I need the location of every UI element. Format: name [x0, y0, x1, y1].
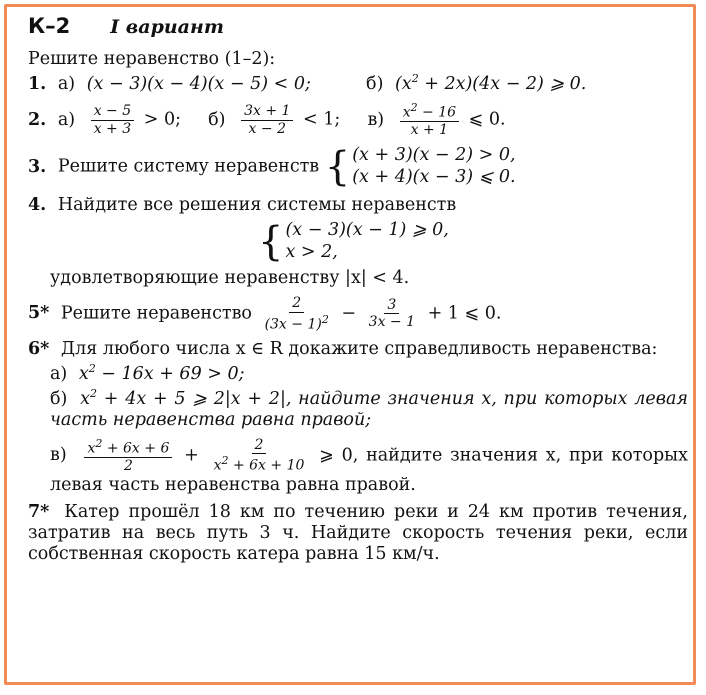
inequality-tail: < 1; — [303, 109, 341, 130]
problem-6b: б) $x^2 + 4x + 5$ ⩾ 2|x + 2|, найдите значения x, при которых левая часть неравенства равна правой; — [50, 386, 688, 430]
fraction: $\frac{x^2 - 16}{x + 1}$ — [400, 101, 459, 139]
problem-4-system — [28, 220, 688, 264]
problem-number: 2. — [28, 109, 47, 130]
problem-text: Решите систему неравенств — [57, 156, 320, 177]
problem-6c — [28, 437, 688, 496]
worksheet-code: К–2 — [28, 14, 71, 38]
problem-7 — [28, 502, 688, 565]
problem-6 — [28, 339, 688, 360]
problem-text: Для любого числа x ∈ R докажите справедливость неравенства: — [60, 339, 658, 360]
problem-number: 3. — [28, 156, 47, 177]
worksheet — [28, 14, 688, 565]
fraction: $\frac{3x + 1}{x - 2}$ — [241, 103, 293, 138]
problem-text: Решите неравенство — [60, 303, 252, 324]
sub-label: а) — [50, 363, 68, 384]
inequality-1b: $(x^2 + 2x)(4x - 2)$ ⩾ 0. — [394, 72, 587, 95]
system-of-inequalities — [258, 220, 449, 264]
operator: − — [341, 303, 357, 324]
problem-4 — [28, 195, 688, 216]
operator: + — [184, 445, 199, 466]
brace-icon: { — [258, 218, 284, 265]
variant-label: I вариант — [110, 16, 224, 38]
problem-1 — [28, 72, 688, 95]
problem-4-condition: удовлетворяющие неравенству |x| < 4. — [50, 267, 410, 288]
inequality-tail: + 1 ⩽ 0. — [427, 303, 502, 324]
problem-number: 4. — [28, 195, 47, 216]
problem-text: Найдите все решения системы неравенств — [57, 195, 457, 216]
fraction: $\frac{3}{3x - 1}$ — [368, 296, 415, 331]
sub-label: в) — [367, 109, 385, 130]
sub-label: а) — [57, 74, 76, 95]
problem-number: 5* — [28, 303, 50, 324]
sub-label: б) — [366, 74, 384, 95]
inequality-tail: > 0; — [143, 109, 181, 130]
problem-5 — [28, 295, 688, 333]
system-of-inequalities — [325, 145, 516, 189]
inequality-tail: ⩽ 0. — [468, 109, 506, 130]
intro-text: Решите неравенство (1–2): — [28, 49, 276, 70]
fraction: $\frac{x^2 + 6x + 6}{2}$ — [84, 437, 172, 475]
problem-text: Катер прошёл 18 км по течению реки и 24 км против течения, затратив на весь путь 3 ч. Найдите скорость течения реки, если собственная скорость катера равна 15 км/ч. — [28, 501, 688, 564]
problem-6a: а) $x^2 - 16x + 69 > 0$; — [50, 362, 245, 384]
problem-number: 1. — [28, 74, 47, 95]
inequality-1a: (x − 3)(x − 4)(x − 5) < 0; — [86, 74, 311, 95]
system-line: (x + 4)(x − 3) ⩽ 0. — [352, 167, 516, 188]
system-line: x > 2, — [285, 241, 338, 262]
brace-icon: { — [324, 144, 351, 191]
sub-label: а) — [57, 109, 76, 130]
sub-label: б) — [50, 388, 68, 409]
worksheet-header — [28, 14, 688, 39]
sub-label: в) — [50, 445, 67, 466]
problem-number: 7* — [28, 501, 50, 522]
fraction: $\frac{x - 5}{x + 3}$ — [91, 103, 134, 138]
problem-number: 6* — [28, 339, 50, 360]
system-line: (x − 3)(x − 1) ⩾ 0, — [285, 220, 449, 241]
fraction: $\frac{2}{x^2 + 6x + 10}$ — [213, 436, 305, 475]
inequality-tail: ⩾ 0, найдите значения x, при которых левая часть неравенства равна правой. — [50, 445, 688, 495]
problem-3 — [28, 145, 688, 189]
fraction: $\frac{2}{(3x - 1)^2}$ — [264, 294, 329, 333]
system-line: (x + 3)(x − 2) > 0, — [352, 145, 516, 166]
sub-label: б) — [208, 109, 226, 130]
problem-2 — [28, 101, 688, 139]
